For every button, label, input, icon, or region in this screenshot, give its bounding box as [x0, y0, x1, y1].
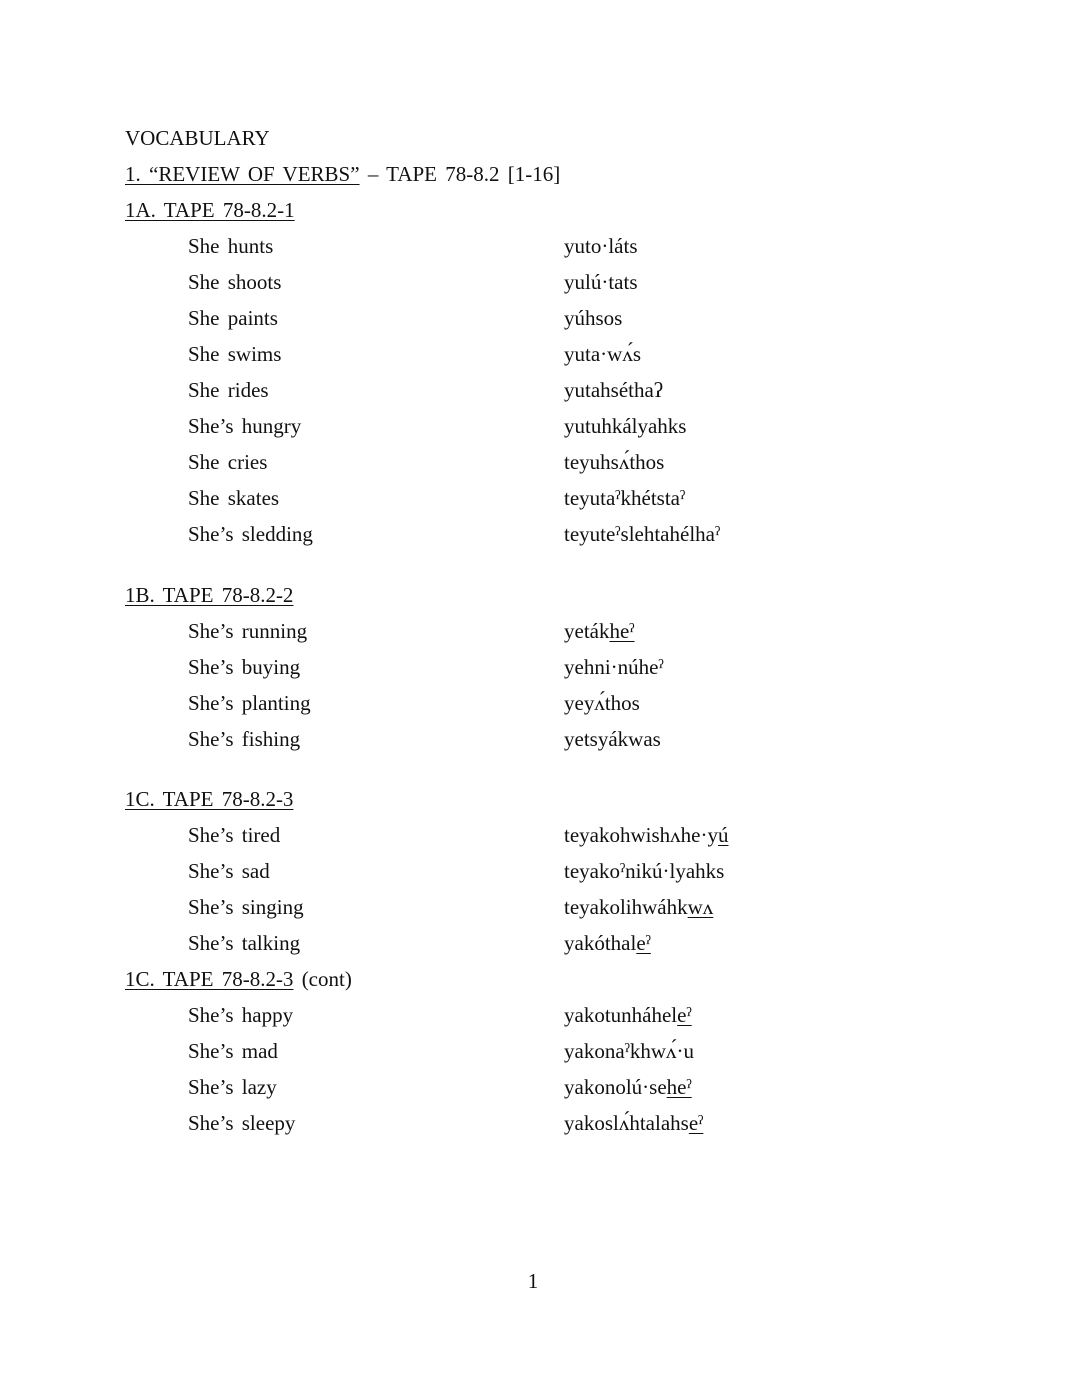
english-gloss: She’s planting: [188, 691, 311, 715]
subsection-label-1a: 1A. TAPE 78-8.2-1: [125, 198, 295, 222]
native-word: yeyʌ́thos: [564, 691, 640, 715]
vocab-row: [188, 375, 888, 405]
section-title-underlined: 1. “REVIEW OF VERBS”: [125, 162, 360, 186]
vocab-row: [188, 820, 888, 850]
native-word: teyakohwishʌhe·yú: [564, 823, 729, 847]
english-gloss: She’s talking: [188, 931, 301, 955]
english-gloss: She’s sledding: [188, 522, 313, 546]
vocab-row: [188, 447, 888, 477]
native-word: yulú·tats: [564, 270, 638, 294]
section-title: [125, 159, 560, 189]
native-word: yetákheˀ: [564, 619, 635, 643]
subsection-label-1b: 1B. TAPE 78-8.2-2: [125, 583, 294, 607]
english-gloss: She paints: [188, 306, 278, 330]
vocab-row: [188, 724, 888, 754]
native-word: yakoslʌ́htalahseˀ: [564, 1111, 704, 1135]
page-number: 1: [527, 1269, 539, 1293]
native-word: yutuhkályahks: [564, 414, 687, 438]
vocab-row: [188, 1000, 888, 1030]
subsection-label-1c: 1C. TAPE 78-8.2-3: [125, 787, 294, 811]
vocab-row: [188, 231, 888, 261]
native-word: yetsyákwas: [564, 727, 661, 751]
english-gloss: She’s hungry: [188, 414, 302, 438]
english-gloss: She’s lazy: [188, 1075, 277, 1099]
english-gloss: She swims: [188, 342, 282, 366]
vocab-row: [188, 1108, 888, 1138]
english-gloss: She’s running: [188, 619, 308, 643]
native-word: yakonolú·seheˀ: [564, 1075, 692, 1099]
vocab-row: [188, 519, 888, 549]
native-word: teyakoˀnikú·lyahks: [564, 859, 725, 883]
vocab-row: [188, 303, 888, 333]
english-gloss: She’s sad: [188, 859, 270, 883]
native-word: yutahséthaʔ: [564, 378, 664, 402]
vocab-row: [188, 339, 888, 369]
english-gloss: She’s tired: [188, 823, 281, 847]
vocab-row: [188, 892, 888, 922]
vocab-row: [188, 652, 888, 682]
english-gloss: She’s buying: [188, 655, 301, 679]
vocab-row: [188, 1036, 888, 1066]
native-word: yuta·wʌ́s: [564, 342, 641, 366]
vocab-row: [188, 267, 888, 297]
english-gloss: She’s sleepy: [188, 1111, 296, 1135]
vocab-row: [188, 688, 888, 718]
vocab-row: [188, 1072, 888, 1102]
english-gloss: She’s mad: [188, 1039, 278, 1063]
native-word: yúhsos: [564, 306, 623, 330]
section-title-rest: – TAPE 78-8.2 [1-16]: [359, 162, 561, 186]
native-word: yakotunháheleˀ: [564, 1003, 692, 1027]
native-word: yakonaˀkhwʌ́·u: [564, 1039, 695, 1063]
vocab-row: [188, 411, 888, 441]
english-gloss: She’s singing: [188, 895, 304, 919]
vocab-row: [188, 928, 888, 958]
english-gloss: She shoots: [188, 270, 282, 294]
native-word: yakóthaleˀ: [564, 931, 651, 955]
native-word: yuto·láts: [564, 234, 638, 258]
vocab-row: [188, 483, 888, 513]
native-word: teyuhsʌ́thos: [564, 450, 665, 474]
english-gloss: She cries: [188, 450, 268, 474]
english-gloss: She’s happy: [188, 1003, 294, 1027]
english-gloss: She’s fishing: [188, 727, 301, 751]
vocab-row: [188, 616, 888, 646]
english-gloss: She skates: [188, 486, 280, 510]
english-gloss: She rides: [188, 378, 269, 402]
native-word: teyutaˀkhétstaˀ: [564, 486, 686, 510]
native-word: yehni·núheˀ: [564, 655, 664, 679]
native-word: teyuteˀslehtahélhaˀ: [564, 522, 721, 546]
vocab-row: [188, 856, 888, 886]
english-gloss: She hunts: [188, 234, 274, 258]
page-heading: VOCABULARY: [125, 126, 270, 150]
subsection-label-1c-cont: 1C. TAPE 78-8.2-3 (cont): [125, 967, 352, 991]
native-word: teyakolihwáhkwʌ: [564, 895, 714, 919]
